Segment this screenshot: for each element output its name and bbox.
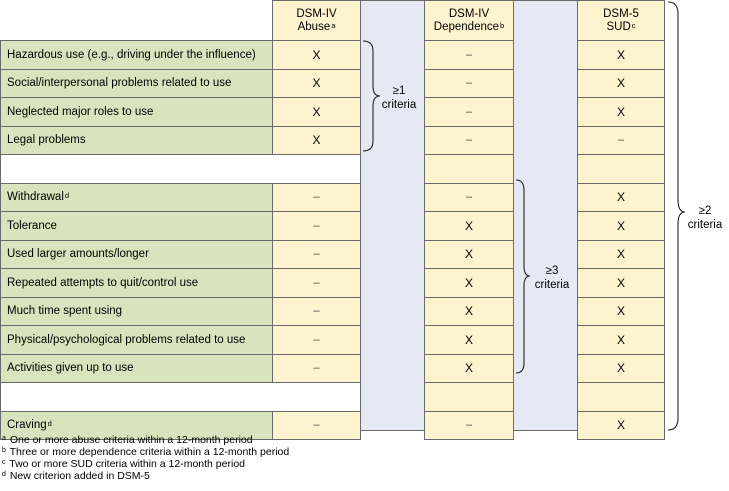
footnote-mark: d <box>2 471 6 478</box>
dependence-criterion-mark: – <box>424 126 514 156</box>
abuse-criterion-mark: – <box>272 211 361 241</box>
criterion-label-text: Physical/psychological problems related to use <box>7 333 246 346</box>
header-abuse-line2: Abuse <box>297 20 331 33</box>
header-sud-line1: DSM-5 <box>603 7 639 20</box>
footnote-text: Three or more dependence criteria within a 12-month period <box>9 446 290 458</box>
abuse-criterion-mark: X <box>272 126 361 156</box>
sud-criterion-mark: X <box>577 183 665 213</box>
criterion-label-text: Social/interpersonal problems related to use <box>7 77 232 90</box>
footnote-b <box>2 446 289 458</box>
criterion-label-text: Activities given up to use <box>7 362 134 375</box>
header-dependence-line1: DSM-IV <box>448 7 490 20</box>
brace-dependence-line2: criteria <box>534 279 570 291</box>
header-dependence-sup: b <box>500 20 505 30</box>
criterion-label-text: Repeated attempts to quit/control use <box>7 276 199 289</box>
abuse-criterion-mark: – <box>272 411 361 441</box>
criterion-label-text: Legal problems <box>7 134 86 147</box>
brace-label-abuse <box>376 84 422 112</box>
sud-criterion-mark: X <box>577 268 665 298</box>
dependence-criterion-mark: – <box>424 183 514 213</box>
sud-criterion-mark: – <box>577 126 665 156</box>
brace-abuse-line1: ≥1 <box>392 85 406 97</box>
criterion-label-text: Used larger amounts/longer <box>7 248 149 261</box>
dependence-criterion-mark: – <box>424 411 514 441</box>
footnote-mark: a <box>2 435 6 442</box>
header-abuse-sup: a <box>331 20 336 30</box>
header-sud-sup: c <box>631 20 636 30</box>
abuse-criterion-mark: X <box>272 97 361 127</box>
header-sud-line2: SUD <box>606 20 631 33</box>
sud-criterion-mark: X <box>577 69 665 99</box>
brace-sud-line1: ≥2 <box>698 205 712 217</box>
abuse-criterion-mark: – <box>272 268 361 298</box>
footnote-text: Two or more SUD criteria within a 12-month period <box>9 458 245 470</box>
criterion-footnote-mark: d <box>47 418 52 428</box>
footnote-d <box>2 470 150 482</box>
criterion-label-text: Hazardous use (e.g., driving under the influence) <box>7 48 256 61</box>
dependence-criterion-mark: X <box>424 297 514 327</box>
dependence-criterion-mark: – <box>424 69 514 99</box>
criterion-label-text: Tolerance <box>7 219 57 232</box>
criterion-footnote-mark: d <box>64 190 70 200</box>
footnote-mark: c <box>2 459 6 466</box>
dependence-criterion-mark: – <box>424 97 514 127</box>
sud-criterion-mark: X <box>577 354 665 384</box>
brace-sud-line2: criteria <box>687 219 723 231</box>
footnote-text: One or more abuse criteria within a 12-month period <box>9 434 253 446</box>
header-abuse-line1: DSM-IV <box>296 7 337 20</box>
sud-criterion-mark: X <box>577 411 665 441</box>
footnote-c <box>2 458 245 470</box>
sud-criterion-mark: X <box>577 240 665 270</box>
dependence-criterion-mark: X <box>424 268 514 298</box>
brace-label-dependence <box>528 264 576 292</box>
abuse-criterion-mark: – <box>272 354 361 384</box>
criterion-label-text: Much time spent using <box>7 305 123 318</box>
criterion-label-text: Neglected major roles to use <box>7 105 154 118</box>
dependence-criterion-mark: X <box>424 325 514 355</box>
sud-criterion-mark: X <box>577 97 665 127</box>
sud-criterion-mark: X <box>577 297 665 327</box>
brace-label-sud <box>682 204 728 232</box>
brace-dependence-line1: ≥3 <box>545 265 559 277</box>
abuse-criterion-mark: – <box>272 183 361 213</box>
abuse-criterion-mark: X <box>272 40 361 70</box>
criterion-label-text: Craving <box>7 419 47 432</box>
sud-criterion-mark: X <box>577 40 665 70</box>
abuse-criterion-mark: – <box>272 325 361 355</box>
sud-criterion-mark: X <box>577 325 665 355</box>
criterion-label-text: Withdrawal <box>7 191 64 204</box>
footnote-a <box>2 434 253 446</box>
brace-abuse-line2: criteria <box>381 99 417 111</box>
footnote-text: New criterion added in DSM-5 <box>9 470 150 482</box>
footnote-mark: b <box>2 447 6 454</box>
dependence-criterion-mark: X <box>424 354 514 384</box>
abuse-criterion-mark: – <box>272 297 361 327</box>
abuse-criterion-mark: – <box>272 240 361 270</box>
dependence-criterion-mark: X <box>424 240 514 270</box>
header-dependence-line2: Dependence <box>433 20 500 33</box>
dependence-criterion-mark: X <box>424 211 514 241</box>
dependence-criterion-mark: – <box>424 40 514 70</box>
abuse-criterion-mark: X <box>272 69 361 99</box>
sud-criterion-mark: X <box>577 211 665 241</box>
